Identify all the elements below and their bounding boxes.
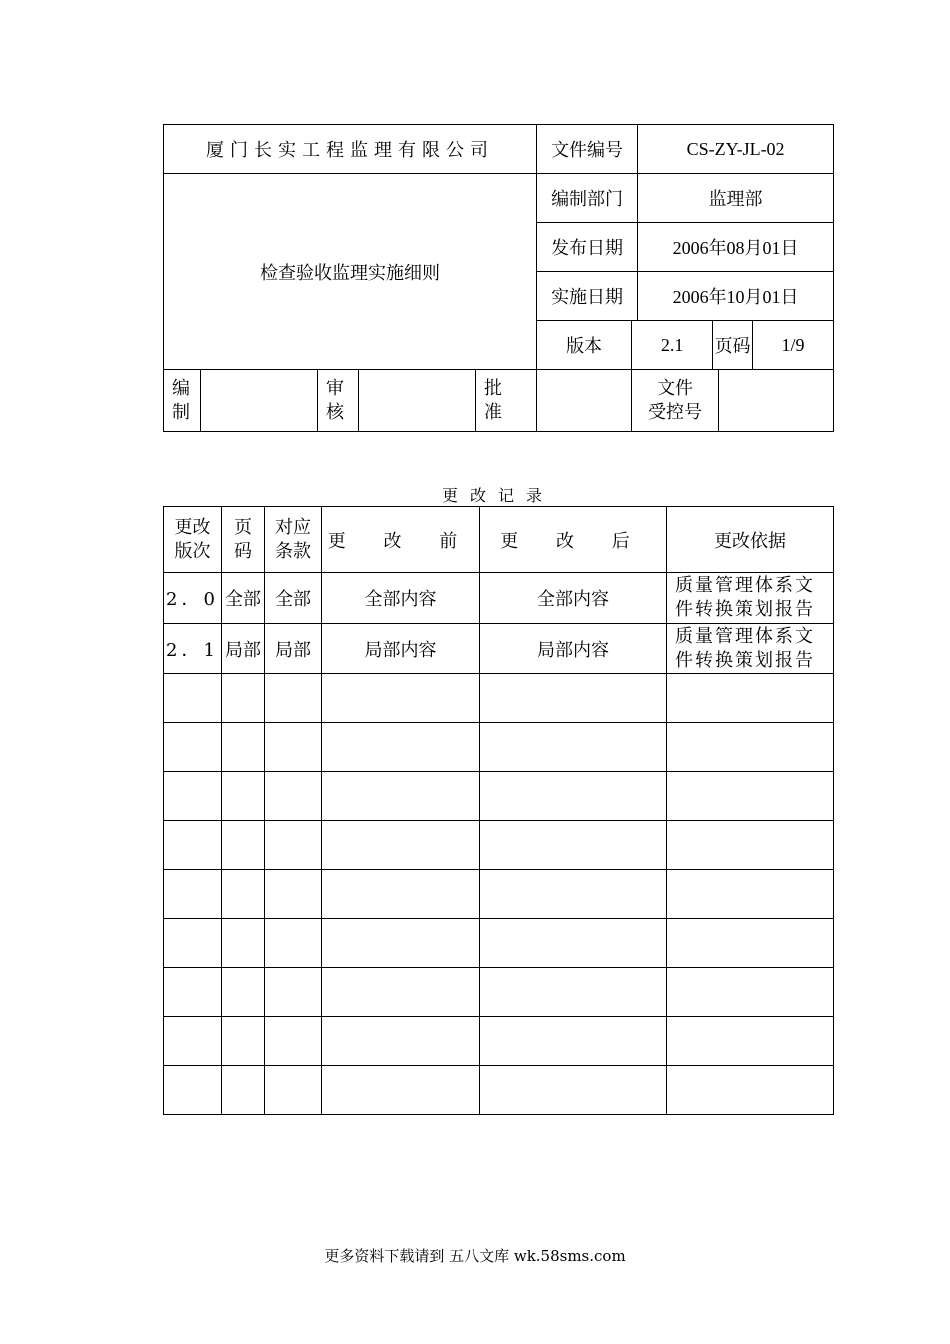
empty-cell <box>480 723 667 772</box>
empty-table-row <box>164 821 834 870</box>
empty-cell <box>222 772 265 821</box>
field-label-doc-no: 文件编号 <box>537 125 638 174</box>
sign-approve-field <box>537 370 632 432</box>
col-header-basis: 更改依据 <box>667 507 834 573</box>
cell-after: 局部内容 <box>480 624 667 674</box>
cell-rev-no: 2．1 <box>164 624 222 674</box>
field-label-department: 编制部门 <box>537 174 638 223</box>
empty-cell <box>667 919 834 968</box>
table-row <box>164 624 834 674</box>
empty-cell <box>322 919 480 968</box>
empty-cell <box>265 919 322 968</box>
sign-review-field <box>359 370 476 432</box>
cell-before: 局部内容 <box>322 624 480 674</box>
company-name-cell <box>164 125 537 174</box>
empty-table-row <box>164 674 834 723</box>
cell-rev-no: 2．0 <box>164 573 222 624</box>
empty-cell <box>164 1066 222 1115</box>
field-value-issue-date: 2006年08月01日 <box>638 223 834 272</box>
empty-cell <box>265 1066 322 1115</box>
sign-compile-field <box>201 370 318 432</box>
footer-download-note: 更多资料下载请到 五八文库 wk.58sms.com <box>324 1247 626 1265</box>
empty-cell <box>222 1017 265 1066</box>
empty-cell <box>480 1017 667 1066</box>
empty-cell <box>480 919 667 968</box>
col-header-after: 更 改 后 <box>480 507 667 573</box>
cell-basis: 质量管理体系文件转换策划报告 <box>667 573 834 624</box>
empty-cell <box>480 870 667 919</box>
empty-cell <box>322 821 480 870</box>
empty-cell <box>164 821 222 870</box>
sign-approve-label: 批 准 <box>476 370 537 432</box>
control-number-field <box>719 370 834 432</box>
empty-cell <box>222 723 265 772</box>
empty-cell <box>265 1017 322 1066</box>
document-header-table <box>163 124 834 432</box>
empty-cell <box>667 1066 834 1115</box>
empty-cell <box>322 1017 480 1066</box>
empty-cell <box>322 968 480 1017</box>
empty-cell <box>667 772 834 821</box>
empty-table-row <box>164 772 834 821</box>
empty-cell <box>322 674 480 723</box>
empty-cell <box>222 821 265 870</box>
empty-cell <box>222 968 265 1017</box>
version-label: 版本 <box>537 321 632 370</box>
sign-review-label: 审 核 <box>318 370 359 432</box>
empty-cell <box>667 821 834 870</box>
empty-cell <box>265 772 322 821</box>
empty-cell <box>164 968 222 1017</box>
field-label-issue-date: 发布日期 <box>537 223 638 272</box>
cell-clause: 局部 <box>265 624 322 674</box>
cell-page: 局部 <box>222 624 265 674</box>
sign-compile-label: 编 制 <box>164 370 201 432</box>
cell-page: 全部 <box>222 573 265 624</box>
empty-cell <box>265 821 322 870</box>
page-label: 页码 <box>713 321 753 370</box>
cell-before: 全部内容 <box>322 573 480 624</box>
empty-cell <box>265 968 322 1017</box>
empty-cell <box>164 919 222 968</box>
empty-cell <box>480 1066 667 1115</box>
company-name: 厦门长实工程监理有限公司 <box>206 140 495 161</box>
empty-table-row <box>164 1017 834 1066</box>
empty-cell <box>164 1017 222 1066</box>
empty-cell <box>222 674 265 723</box>
empty-cell <box>667 1017 834 1066</box>
revision-record-table <box>163 506 834 1115</box>
version-value: 2.1 <box>632 321 713 370</box>
empty-cell <box>164 870 222 919</box>
page-value: 1/9 <box>753 321 834 370</box>
empty-table-row <box>164 870 834 919</box>
document-title: 检查验收监理实施细则 <box>164 174 537 370</box>
empty-cell <box>164 772 222 821</box>
empty-cell <box>480 772 667 821</box>
empty-cell <box>222 1066 265 1115</box>
empty-cell <box>222 919 265 968</box>
field-value-effective-date: 2006年10月01日 <box>638 272 834 321</box>
empty-cell <box>322 870 480 919</box>
table-row <box>164 573 834 624</box>
empty-table-row <box>164 968 834 1017</box>
empty-cell <box>667 674 834 723</box>
empty-cell <box>265 870 322 919</box>
col-header-rev-no: 更改 版次 <box>164 507 222 573</box>
revision-record-title: 更改记录 <box>441 486 554 505</box>
empty-cell <box>322 772 480 821</box>
cell-basis: 质量管理体系文件转换策划报告 <box>667 624 834 674</box>
col-header-page: 页 码 <box>222 507 265 573</box>
empty-cell <box>667 968 834 1017</box>
control-number-label: 文件 受控号 <box>632 370 719 432</box>
revision-header-row <box>164 507 834 573</box>
empty-cell <box>265 723 322 772</box>
empty-cell <box>164 674 222 723</box>
empty-table-row <box>164 1066 834 1115</box>
cell-after: 全部内容 <box>480 573 667 624</box>
empty-table-row <box>164 723 834 772</box>
col-header-before: 更 改 前 <box>322 507 480 573</box>
empty-cell <box>667 870 834 919</box>
field-value-doc-no: CS-ZY-JL-02 <box>638 125 834 174</box>
empty-cell <box>164 723 222 772</box>
empty-cell <box>667 723 834 772</box>
cell-clause: 全部 <box>265 573 322 624</box>
empty-cell <box>322 723 480 772</box>
empty-cell <box>480 674 667 723</box>
empty-table-row <box>164 919 834 968</box>
field-value-department: 监理部 <box>638 174 834 223</box>
empty-cell <box>322 1066 480 1115</box>
empty-cell <box>480 968 667 1017</box>
field-label-effective-date: 实施日期 <box>537 272 638 321</box>
empty-cell <box>222 870 265 919</box>
empty-cell <box>480 821 667 870</box>
col-header-clause: 对应 条款 <box>265 507 322 573</box>
empty-cell <box>265 674 322 723</box>
